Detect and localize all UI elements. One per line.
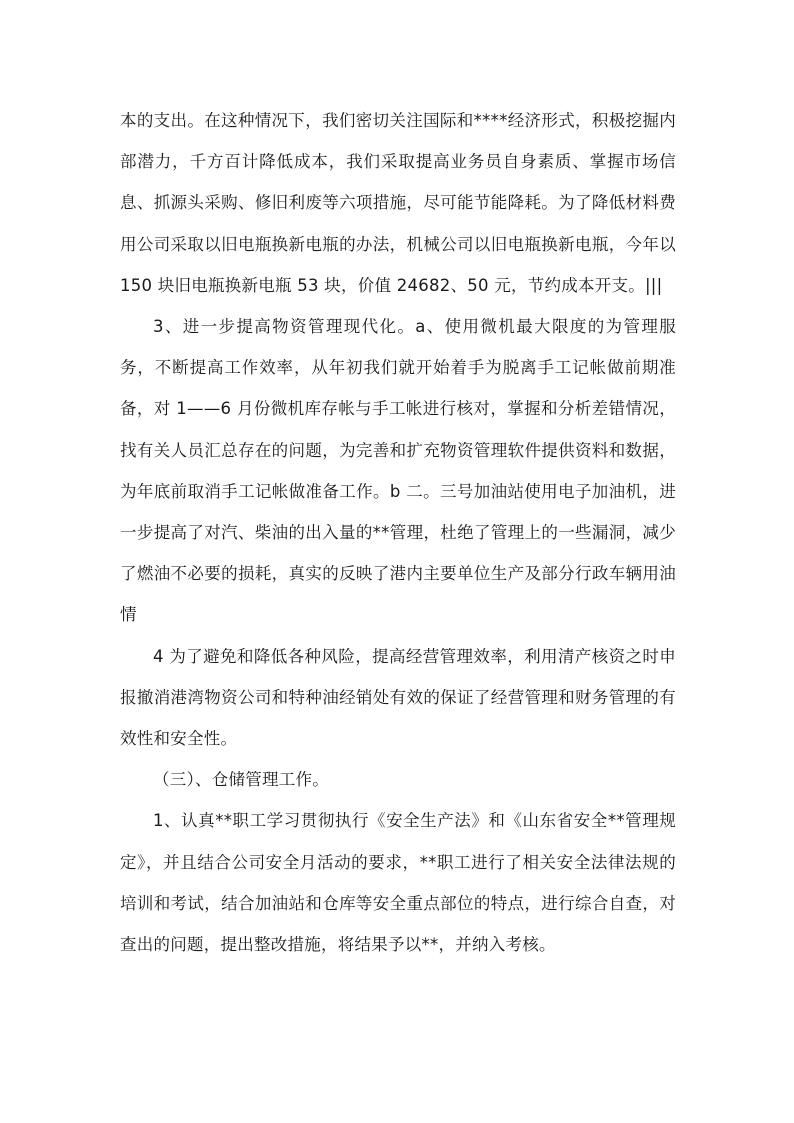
- document-body: [120, 100, 676, 965]
- paragraph-safety-training: 1、认真**职工学习贯彻执行《安全生产法》和《山东省安全**管理规定》，并且结合公司安全月活动的要求，**职工进行了相关安全法律法规的培训和考试，结合加油站和仓库等安全重点部位的特点，进行综合自查，对查出的问题，提出整改措施，将结果予以**，并纳入考核。: [120, 811, 676, 955]
- paragraph-risk-control: 4 为了避免和降低各种风险，提高经营管理效率，利用清产核资之时申报撤消港湾物资公司和特种油经销处有效的保证了经营管理和财务管理的有效性和安全性。: [120, 646, 676, 749]
- paragraph-cost-saving: 本的支出。在这种情况下，我们密切关注国际和****经济形式，积极挖掘内部潜力，千方百计降低成本，我们采取提高业务员自身素质、掌握市场信息、抓源头采购、修旧利废等六项措施，尽可能节能降耗。为了降低材料费用公司采取以旧电瓶换新电瓶的办法，机械公司以旧电瓶换新电瓶，今年以 150 块旧电瓶换新电瓶 53 块，价值 24682、50 元，节约成本开支。|||: [120, 111, 676, 295]
- paragraph-material-management: 3、进一步提高物资管理现代化。a、使用微机最大限度的为管理服务，不断提高工作效率，从年初我们就开始着手为脱离手工记帐做前期准备，对 1——6 月份微机库存帐与手工帐进行核对，掌握和分析差错情况，找有关人员汇总存在的问题，为完善和扩充物资管理软件提供资料和数据，为年底前取消手工记帐做准备工作。b 二。三号加油站使用电子加油机，进一步提高了对汽、柴油的出入量的**管理，杜绝了管理上的一些漏洞，减少了燃油不必要的损耗，真实的反映了港内主要单位生产及部分行政车辆用油情: [120, 317, 676, 625]
- section-heading-warehouse: （三）、仓储管理工作。: [153, 770, 329, 790]
